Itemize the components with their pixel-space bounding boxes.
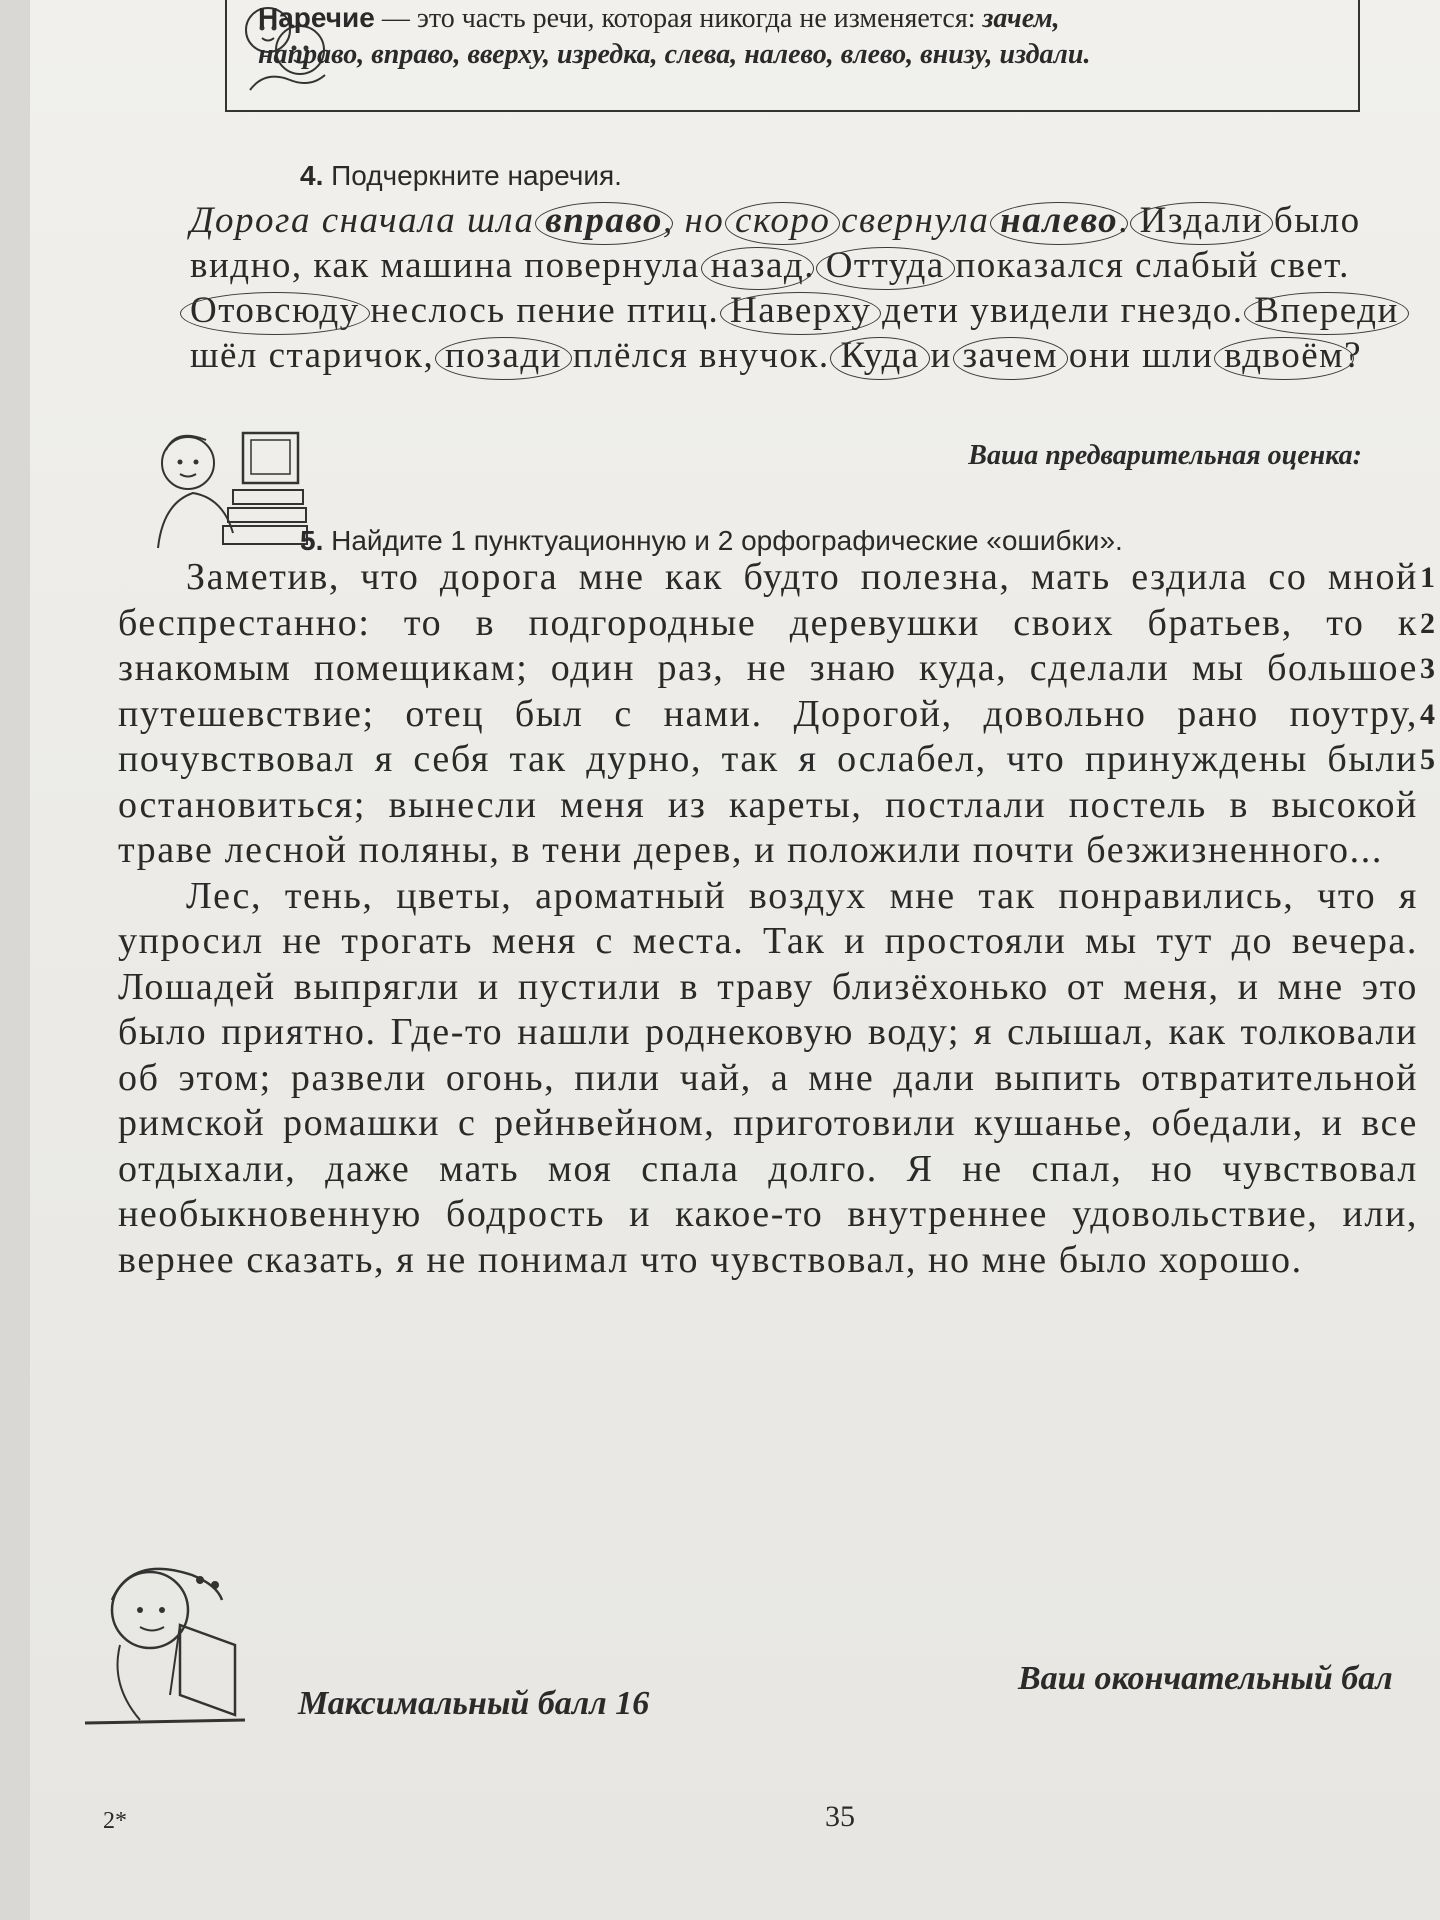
circled-adverb: скоро xyxy=(735,200,830,241)
preliminary-score-label: Ваша предварительная оценка: xyxy=(968,440,1362,471)
exercise-text-segment: шёл старичок, xyxy=(190,335,445,376)
circled-adverb: Куда xyxy=(840,335,919,376)
task5-paragraph-2: Лес, тень, цветы, ароматный воздух мне так понравились, что я упросил не трогать меня с места. Так и простояли мы тут до вечера. Лошадей выпрягли и пустили в траву близёхонько от меня, и мне это было приятно. Где-то нашли роднековую воду; я слышал, как толковали об этом; развели огонь, пили чай, а мне дали выпить отвратительной римской ромашки с рейнвейном, приготовили кушанье, обедали, и все отдыхали, даже мать моя спала долго. Я не спал, но чувствовал необыкновенную бодрость и какое-то внутреннее удовольствие, или, вернее сказать, я не понимал что чувствовал, но мне было хорошо. xyxy=(118,874,1418,1281)
task4-exercise-text xyxy=(190,198,1410,378)
exercise-text-segment: . xyxy=(1118,200,1140,241)
exercise-text-segment: они шли xyxy=(1058,335,1225,376)
circled-adverb: Отовсюду xyxy=(190,290,360,331)
circled-adverb: Наверху xyxy=(730,290,871,331)
pencil-circle-mark xyxy=(535,202,673,245)
final-score-label: Ваш окончательный бал xyxy=(1018,1660,1393,1697)
margin-number: 5 xyxy=(1420,743,1435,776)
task5-paragraph-1: Заметив, что дорога мне как будто полезна, мать ездила со мной беспрестанно: то в подгородные деревушки своих братьев, то к знакомым помещикам; один раз, не знаю куда, сделали мы большое путешевствие; отец был с нами. Дорогой, довольно рано поутру, почувствовал я себя так дурно, так я ослабел, что принуждены были остановиться; вынесли меня из кареты, постлали постель в высокой траве лесной поляны, в тени дерев, и положили почти безжизненного... xyxy=(118,556,1418,871)
task5-instruction: Найдите 1 пунктуационную и 2 орфографические «ошибки». xyxy=(331,525,1123,556)
rule-term: Наречие xyxy=(258,2,375,33)
task5-heading xyxy=(300,525,1123,557)
circled-adverb: Впереди xyxy=(1254,290,1398,331)
task5-passage xyxy=(118,555,1418,1283)
margin-number: 3 xyxy=(1420,652,1435,685)
rule-definition-text: — это часть речи, которая никогда не изменяется: xyxy=(374,3,983,34)
exercise-text-segment: , но xyxy=(662,200,736,241)
circled-adverb: зачем xyxy=(963,335,1059,376)
circled-adverb: налево xyxy=(1000,200,1118,241)
max-score-label: Максимальный балл 16 xyxy=(298,1685,650,1722)
workbook-page xyxy=(30,0,1440,1920)
pencil-circle-mark xyxy=(180,292,370,335)
boy-at-computer-icon xyxy=(148,428,308,553)
circled-adverb: назад xyxy=(711,245,805,286)
pencil-circle-mark xyxy=(725,202,840,245)
task5-number: 5. xyxy=(300,525,324,556)
pencil-circle-mark xyxy=(953,337,1069,380)
pencil-circle-mark xyxy=(435,337,572,380)
exercise-text-segment: ? xyxy=(1344,335,1363,376)
task4-instruction: Подчеркните наречия. xyxy=(331,160,622,191)
margin-number: 4 xyxy=(1420,697,1435,731)
circled-adverb: Оттуда xyxy=(826,245,945,286)
exercise-text-segment: показался слабый свет. xyxy=(944,245,1350,286)
exercise-text-segment: дети увидели гнездо. xyxy=(871,290,1255,331)
exercise-text-segment: . xyxy=(804,245,826,286)
pencil-circle-mark xyxy=(1130,202,1274,245)
page-number: 35 xyxy=(825,1800,855,1833)
margin-number: 2 xyxy=(1420,606,1435,640)
signature-mark: 2* xyxy=(103,1808,127,1834)
pencil-circle-mark xyxy=(816,247,955,290)
exercise-text-segment: свернула xyxy=(830,200,1001,241)
exercise-text-segment: и xyxy=(919,335,963,376)
pencil-circle-mark xyxy=(990,202,1128,245)
margin-numbers xyxy=(1420,555,1440,783)
exercise-text-segment: плёлся внучок. xyxy=(561,335,841,376)
circled-adverb: вправо xyxy=(545,200,663,241)
exercise-text-segment: было видно, как машина повернула xyxy=(190,200,1361,286)
circled-adverb: позади xyxy=(445,335,562,376)
pencil-circle-mark xyxy=(1214,337,1354,380)
margin-number: 1 xyxy=(1420,561,1435,594)
rule-definition xyxy=(258,0,1138,73)
pencil-circle-mark xyxy=(830,337,929,380)
pencil-circle-mark xyxy=(720,292,881,335)
pencil-circle-mark xyxy=(1244,292,1408,335)
pencil-circle-mark xyxy=(701,247,815,290)
rule-examples: зачем, направо, вправо, вверху, изредка, слева, налево, влево, внизу, издали. xyxy=(258,3,1091,70)
exercise-text-segment: Дорога сначала шла xyxy=(190,200,546,241)
child-reading-book-icon xyxy=(80,1555,280,1730)
task4-heading xyxy=(300,160,622,192)
circled-adverb: вдвоём xyxy=(1224,335,1344,376)
exercise-text-segment: неслось пение птиц. xyxy=(359,290,730,331)
circled-adverb: Издали xyxy=(1140,200,1264,241)
task4-number: 4. xyxy=(300,160,324,191)
